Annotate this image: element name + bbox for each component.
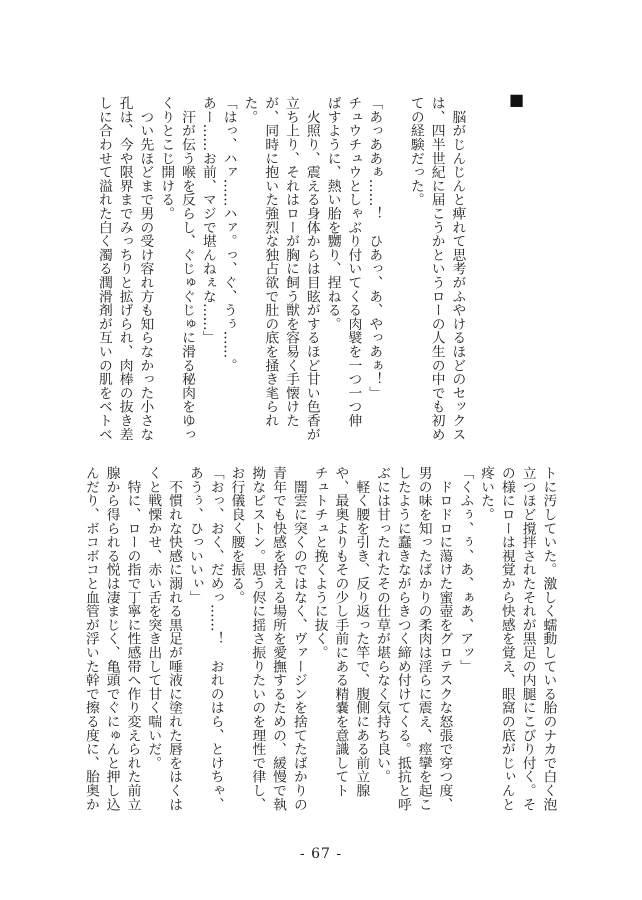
text-line: 男の味を知ったばかりの柔肉は淫らに震え、痙攣を起こ: [415, 466, 432, 811]
text-line: 脳がじんじんと痺れて思考がふやけるほどのセックス: [449, 96, 466, 441]
lower-text-block: [80, 466, 558, 816]
text-line: 腺から得られる悦は凄まじく、亀頭でぐにゅんと押し込: [103, 466, 120, 811]
text-line: が、同時に抱いた強烈な独占欲で肚の底を掻き毟られ: [262, 96, 279, 428]
text-line: 「おっ、おく、だめっ……！ おれのはら、とけちゃ、: [207, 466, 224, 811]
text-line: 立つほど撹拌されたそれが黒足の内腿にこびり付く。そ: [519, 466, 536, 811]
text-line: や、最奥よりもその少し手前にある精嚢を意識してト: [332, 466, 349, 798]
text-line: の様にローは視覚から快感を覚え、眼窩の底がじぃんと: [498, 466, 515, 811]
text-line: 汗が伝う喉を反らし、ぐじゅぐじゅに滑る秘肉をゆっ: [179, 96, 196, 441]
text-line: チュウチュウとしゃぶり付いてくる肉襞を一つ一つ伸: [345, 96, 362, 428]
text-line: ての経験だった。: [407, 96, 424, 207]
section-mark: ■: [509, 90, 525, 109]
text-line: 青年でも快感を拾える場所を愛撫するための、緩慢で執: [270, 466, 287, 811]
text-line: くりとこじ開ける。: [158, 96, 175, 221]
text-line: 「くふぅ、ぅ、あ、ぁあ、アッ」: [457, 466, 474, 673]
text-line: 疼いた。: [478, 466, 495, 522]
text-line: 軽く腰を引き、反り返った竿で、腹側にある前立腺: [353, 466, 370, 798]
text-line: んだり、ボコボコと血管が浮いた幹で擦る度に、胎奥か: [82, 466, 99, 811]
text-line: 「あっああぁ……！ ひあっ、あ、やっあぁ！」: [366, 96, 383, 400]
text-line: くと戦慄かせ、赤い舌を突き出して甘く喘いだ。: [145, 466, 162, 770]
text-line: しに合わせて溢れた白く濁る潤滑剤が互いの肌をベトベ: [95, 96, 112, 441]
page-number: - 67 -: [299, 846, 343, 862]
text-line: お行儀良く腰を振る。: [228, 466, 245, 604]
text-line: つい先ほどまで男の受け容れ方も知らなかった小さな: [137, 96, 154, 441]
text-line: 闇雲に突くのではなく、ヴァージンを捨てたばかりの: [290, 466, 307, 811]
text-line: 「はっ、ハァ……ハァ。っ、ぐ、うぅ……。: [220, 96, 237, 372]
text-line: 不慣れな快感に溺れる黒足が唾液に塗れた唇をはくは: [166, 466, 183, 811]
text-line: ドロドロに蕩けた蜜壺をグロテスクな怒張で穿つ度、: [436, 466, 453, 811]
text-line: ぶには甘ったれたその仕草が堪らなく気持ち良い。: [374, 466, 391, 784]
text-line: ばすように、熱い胎を嬲り、捏ねる。: [324, 96, 341, 331]
upper-text-block: [93, 96, 467, 446]
text-line: た。: [241, 96, 258, 124]
text-line: あー……お前、マジで堪んねぇな……」: [199, 96, 216, 345]
text-line: は、四半世紀に届こうかというローの人生の中でも初め: [428, 96, 445, 441]
text-line: チュトチュと挽くように抜く。: [311, 466, 328, 660]
text-line: 火照り、震える身体からは目眩がするほど甘い色香が: [303, 96, 320, 441]
text-line: 特に、ローの指で丁寧に性感帯へ作り変えられた前立: [124, 466, 141, 811]
text-line: あうぅ、ひっいいぃ」: [186, 466, 203, 604]
text-line: トに汚していた。激しく蠕動している胎のナカで白く泡: [540, 466, 557, 811]
text-line: 孔は、今や限界までみっちりと拡げられ、肉棒の抜き差: [116, 96, 133, 441]
text-line: 立ち上り、それはローが胸に飼う獣を容易く手懐けた: [283, 96, 300, 428]
text-line: 拗なピストン。思う侭に揺さ振りたいのを理性で律し、: [249, 466, 266, 811]
text-line: したように蠢きながらきつく締め付けてくる。抵抗と呼: [394, 466, 411, 811]
